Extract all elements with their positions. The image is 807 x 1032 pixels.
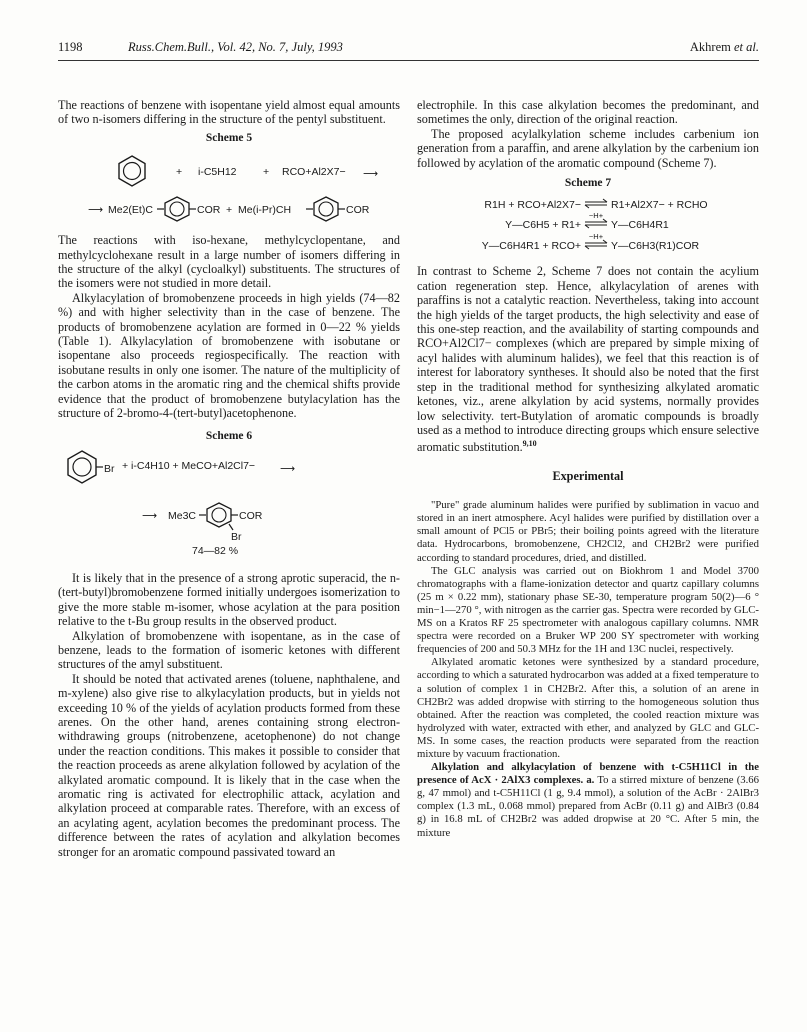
journal-citation: Russ.Chem.Bull., Vol. 42, No. 7, July, 1993 [128,40,343,54]
scheme-7-title: Scheme 7 [564,177,612,190]
benzene-ring [119,156,145,186]
page-number: 1198 [58,40,83,54]
product-2-substituent: Me(i-Pr)CH [238,204,292,217]
plus-sign: + [263,166,270,179]
running-author [690,40,759,55]
product-1-acyl: COR [197,204,221,217]
product-bromo: Br [231,530,242,543]
reference-marker: 9,10 [522,439,537,449]
paragraph: The reactions with iso-hexane, methylcyclopentane, and methylcyclohexane result in a large number of isomers differing in the structure of the alkyl (cycloalkyl) substituents. The structures of the isomers were not studied in more detail. [58,233,400,291]
scheme-6 [58,445,400,557]
equation-2-right: Y—C6H4R1 [611,219,669,232]
author-suffix: et al. [734,40,759,54]
bromo-substituent: Br [104,462,115,475]
scheme-7 [417,192,759,256]
equation-3-left: Y—C6H4R1 + RCO+ [481,240,581,253]
right-column [417,98,759,840]
procedure-heading: Alkylation and alkylacylation of benzene with t-C5H11Cl in the presence of AcX · 2AlX3 complexes. a. [417,761,759,787]
paragraph: The proposed acylalkylation scheme includes carbenium ion generation from a paraffin, and arene alkylation by the carbenium ion followed by acylation of the aromatic compound (Scheme 7). [417,126,759,170]
equilibrium-arrow [585,199,607,208]
scheme-6-title: Scheme 6 [205,429,253,442]
yield-label: 74—82 % [192,544,239,557]
equation-2-left: Y—C6H5 + R1+ [505,219,581,232]
author-name: Akhrem [689,40,731,54]
scheme-5-title: Scheme 5 [205,131,253,144]
equation-2-condition: −H+ [588,211,604,221]
paragraph: Alkylation of bromobenzene with isopentane, as in the case of benzene, leads to the formation of isomeric ketones with different structures of the amyl substituent. [58,628,400,672]
equation-1-left: R1H + RCO+Al2X7− [484,199,581,212]
section-title-experimental: Experimental [552,468,624,483]
product-2-acyl: COR [346,204,370,217]
benzene-ring [306,197,345,221]
paragraph-text: To a stirred mixture of benzene (3.66 g, 47 mmol) and t-C5H11Cl (1 g, 9.4 mmol), a solution of the AcBr · 2AlBr3 complex (1.3 mL, 0.068 mmol) prepared from AcBr (0.11 g) and AlBr3 (0.84 g) in 16.8 mL of CH2Br2 was added dropwise at 20 °C. After 5 min, the mixture [417,774,759,839]
product-arrow: ⟶ [88,204,104,217]
paragraph-text: In contrast to Scheme 2, Scheme 7 does not contain the acylium cation regeneration step. Hence, alkylacylation of arenes with paraffins is not a catalytic reaction. Nevertheless, taking into account the high yields of the target products, the high selectivity and ease of this one-step reaction, and the availability of starting compounds and RCO+Al2Cl7− complexes (which are prepared by simple mixing of acyl halides with aluminum halides), we feel that this reaction is of interest for laboratory syntheses. It should also be noted that the first step in the traditional method for synthesizing alkylated aromatic ketones, viz., arene alkylation by acid systems, normally provides low selectivity. tert-Butylation of aromatic compounds is broadly used as a method to introduce directing groups which ensure selective aromatic substitution. [417,264,759,455]
equilibrium-arrow [585,219,607,228]
paragraph: "Pure" grade aluminum halides were purified by sublimation in vacuo and stored in an inert atmosphere. Acyl halides were purified by distillation over a small amount of PCl5 or PBr5; their boiling points agreed with the literature data. Hydrocarbons, bromobenzene, CH2Cl2, and CH2Br2 were purified according to standard procedures, dried, and distilled. [417,499,759,564]
equation-3-right: Y—C6H3(R1)COR [611,240,700,253]
paragraph: electrophile. In this case alkylation becomes the predominant, and sometimes the only, direction of the original reaction. [417,98,759,127]
benzene-ring [68,451,103,483]
benzene-ring [157,197,196,221]
reagent-acylium-complex: RCO+Al2X7− [282,166,346,179]
product-acyl: COR [239,509,263,522]
equation-1-right: R1+Al2X7− + RCHO [611,199,708,212]
left-column [58,98,400,859]
paragraph [417,264,759,454]
header-rule [58,60,759,61]
paragraph: It should be noted that activated arenes (toluene, naphthalene, and m-xylene) also give rise to alkylacylation products, but in yields not exceeding 10 % of the yields of acylation products formed from these arenes. On the other hand, arenes containing strong electron-withdrawing groups (nitrobenzene, acetophenone) do not change under the reaction conditions. This makes it possible to consider that the reaction proceeds as arene alkylation followed by acylation of the alkylated aromatic compound. It is likely that in the case when the aromatic ring is activated for electrophilic attack, acylation and alkylation proceed at comparable rates. Therefore, with an excess of an acylating agent, acylation becomes the predominant process. The difference between the rates of acylation and alkylation becomes stronger for an aromatic compound passivated toward an [58,671,400,859]
plus-sign: + [226,204,233,217]
paragraph: The reactions of benzene with isopentane yield almost equal amounts of two n-isomers differing in the structure of the pentyl substituent. [58,98,400,127]
product-1-substituent: Me2(Et)C [108,204,153,217]
paragraph: Alkylated aromatic ketones were synthesized by a standard procedure, according to which a saturated hydrocarbon was added at a fixed temperature to a solution of complex 1 in CH2Br2. After this, a solution of an arene in CH2Br2 was added dropwise with stirring to the homogeneous solution thus obtained. After the reaction was completed, the cooled reaction mixture was hydrolyzed with water, extracted with ether, and analyzed by GLC and GLC-MS. In some cases, the reaction products were separated from the reaction mixture by vacuum fractionation. [417,656,759,760]
experimental-section [417,499,759,839]
paragraph: It is likely that in the presence of a strong aprotic superacid, the n-(tert-butyl)bromobenzene formed initially undergoes isomerization to give the more stable m-isomer, whose acylation at the para position relative to the t-Bu group results in the observed product. [58,570,400,629]
reaction-arrow: ⟶ [363,168,379,181]
product-arrow: ⟶ [142,509,158,522]
equation-3-condition: −H+ [588,232,604,242]
product-tert-butyl: Me3C [168,509,197,522]
running-header [58,40,759,60]
reagents: + i-C4H10 + MeCO+Al2Cl7− [122,459,256,472]
reagent-isopentane: i-C5H12 [198,166,237,179]
plus-sign: + [176,166,183,179]
paragraph [417,761,759,840]
scheme-5 [58,147,400,227]
paragraph: The GLC analysis was carried out on Biokhrom 1 and Model 3700 chromatographs with a flame-ionization detector and quartz capillary columns (25 m × 0.22 mm), stationary phase SE-30, temperature program 50(2)—6 ° min−1—270 °, with nitrogen as the carrier gas. Spectra were recorded by GLC-MS on a Kratos RF 25 spectrometer with analogous capillary columns. NMR spectra were recorded on a Bruker WP 200 SY spectrometer with working frequencies of 200 and 50.3 MHz for the 1H and 13C nuclei, respectively. [417,564,759,656]
paragraph: Alkylacylation of bromobenzene proceeds in high yields (74—82 %) and with higher selectivity than in the case of benzene. The products of bromobenzene acylation are formed in 0—22 % yields (Table 1). Alkylacylation of bromobenzene with isobutane or isopentane also proceeds regiospecifically. The reaction with isobutane results in only one isomer. The nature of the multiplicity of the carbon atoms in the aromatic ring and the chemical shifts provide evidence that the product of bromobenzene butylacylation has the structure of 2-bromo-4-(tert-butyl)acetophenone. [58,290,400,421]
benzene-ring [199,503,238,530]
equilibrium-arrow [585,240,607,249]
reaction-arrow: ⟶ [280,462,296,475]
